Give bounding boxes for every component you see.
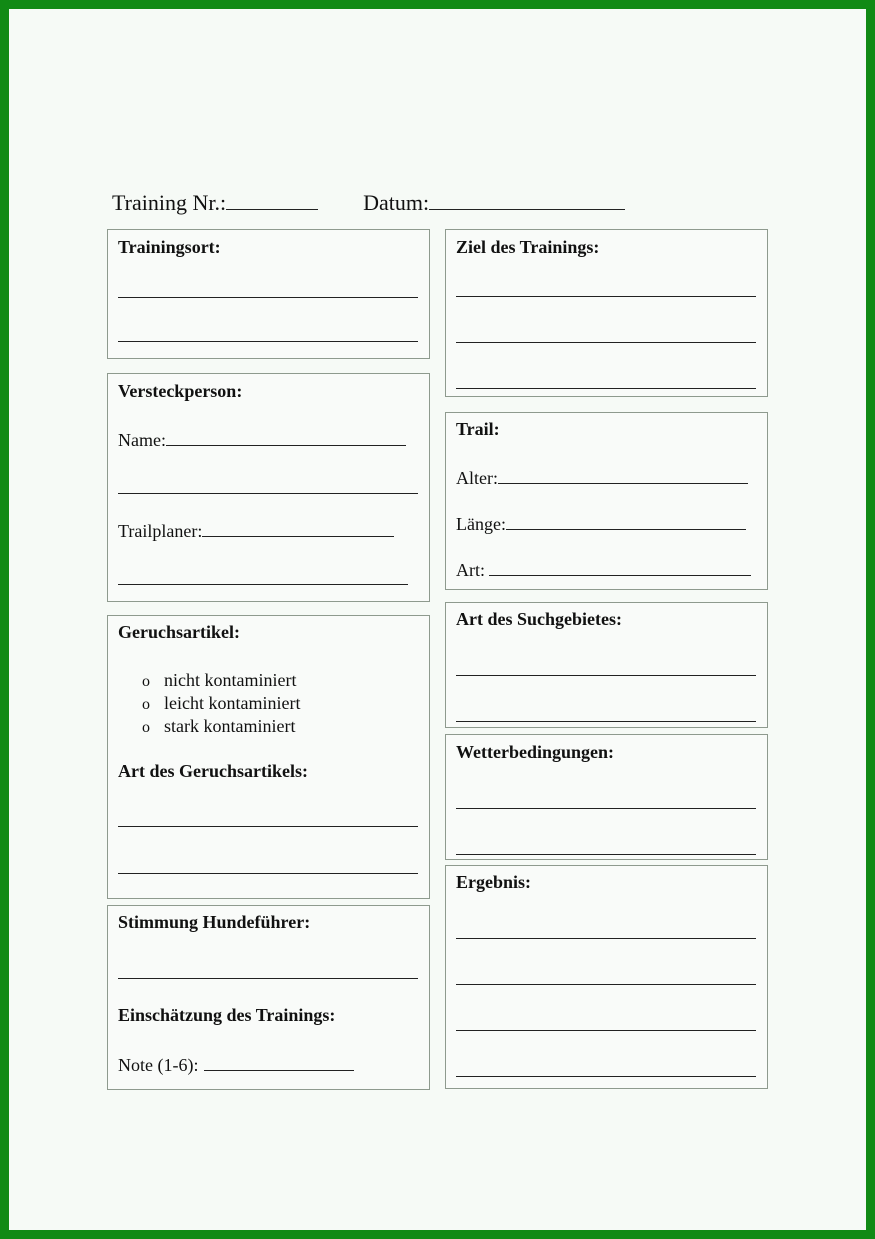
trainingsort-title: Trainingsort: [118, 237, 221, 257]
ziel-title: Ziel des Trainings: [456, 237, 600, 257]
ziel-line-2[interactable] [456, 342, 756, 343]
option-leicht-kontaminiert[interactable] [142, 693, 300, 714]
option-label: nicht kontaminiert [164, 670, 297, 690]
wetter-box [445, 734, 768, 860]
option-circle-icon: o [142, 719, 150, 736]
ziel-line-3[interactable] [456, 388, 756, 389]
note-label: Note (1-6): [118, 1055, 199, 1075]
ergebnis-line-4[interactable] [456, 1076, 756, 1077]
alter-blank[interactable] [498, 467, 748, 484]
training-number-blank[interactable] [226, 189, 318, 210]
stimmung-title: Stimmung Hundeführer: [118, 912, 311, 932]
trailplaner-label: Trailplaner: [118, 521, 203, 541]
stimmung-line[interactable] [118, 978, 418, 979]
ergebnis-line-1[interactable] [456, 938, 756, 939]
training-number-label: Training Nr.: [112, 190, 227, 215]
date-blank[interactable] [429, 189, 625, 210]
option-circle-icon: o [142, 696, 150, 713]
geruchsartikel-title: Geruchsartikel: [118, 622, 240, 642]
note-field [118, 1054, 354, 1076]
name-field [118, 429, 406, 451]
trainingsort-line-2[interactable] [118, 341, 418, 342]
alter-label: Alter: [456, 468, 498, 488]
ergebnis-line-2[interactable] [456, 984, 756, 985]
suchgebiet-line-1[interactable] [456, 675, 756, 676]
name-label: Name: [118, 430, 166, 450]
geruchsartikel-line-1[interactable] [118, 826, 418, 827]
art-field [456, 559, 751, 581]
versteckperson-box [107, 373, 430, 602]
date-label: Datum: [363, 190, 430, 215]
suchgebiet-title: Art des Suchgebietes: [456, 609, 622, 629]
ziel-box [445, 229, 768, 397]
trail-title: Trail: [456, 419, 500, 439]
trainingsort-box [107, 229, 430, 359]
ziel-line-1[interactable] [456, 296, 756, 297]
versteckperson-line-2[interactable] [118, 584, 408, 585]
art-label: Art: [456, 560, 485, 580]
ergebnis-line-3[interactable] [456, 1030, 756, 1031]
option-stark-kontaminiert[interactable] [142, 716, 295, 737]
art-blank[interactable] [489, 559, 751, 576]
laenge-field [456, 513, 746, 535]
suchgebiet-box [445, 602, 768, 728]
option-label: leicht kontaminiert [164, 693, 301, 713]
wetter-line-2[interactable] [456, 854, 756, 855]
wetter-line-1[interactable] [456, 808, 756, 809]
option-nicht-kontaminiert[interactable] [142, 670, 296, 691]
option-label: stark kontaminiert [164, 716, 296, 736]
einschaetzung-title: Einschätzung des Trainings: [118, 1005, 336, 1025]
art-geruchsartikel-title: Art des Geruchsartikels: [118, 761, 308, 781]
form-header [112, 189, 625, 216]
geruchsartikel-box [107, 615, 430, 899]
stimmung-box [107, 905, 430, 1090]
name-blank[interactable] [166, 429, 406, 446]
trail-box [445, 412, 768, 590]
note-blank[interactable] [204, 1054, 354, 1071]
ergebnis-title: Ergebnis: [456, 872, 532, 892]
trainingsort-line-1[interactable] [118, 297, 418, 298]
wetter-title: Wetterbedingungen: [456, 742, 615, 762]
laenge-blank[interactable] [506, 513, 746, 530]
laenge-label: Länge: [456, 514, 506, 534]
geruchsartikel-line-2[interactable] [118, 873, 418, 874]
alter-field [456, 467, 748, 489]
trailplaner-blank[interactable] [202, 520, 394, 537]
option-circle-icon: o [142, 673, 150, 690]
suchgebiet-line-2[interactable] [456, 721, 756, 722]
versteckperson-line-1[interactable] [118, 493, 418, 494]
ergebnis-box [445, 865, 768, 1089]
trailplaner-field [118, 520, 394, 542]
versteckperson-title: Versteckperson: [118, 381, 243, 401]
